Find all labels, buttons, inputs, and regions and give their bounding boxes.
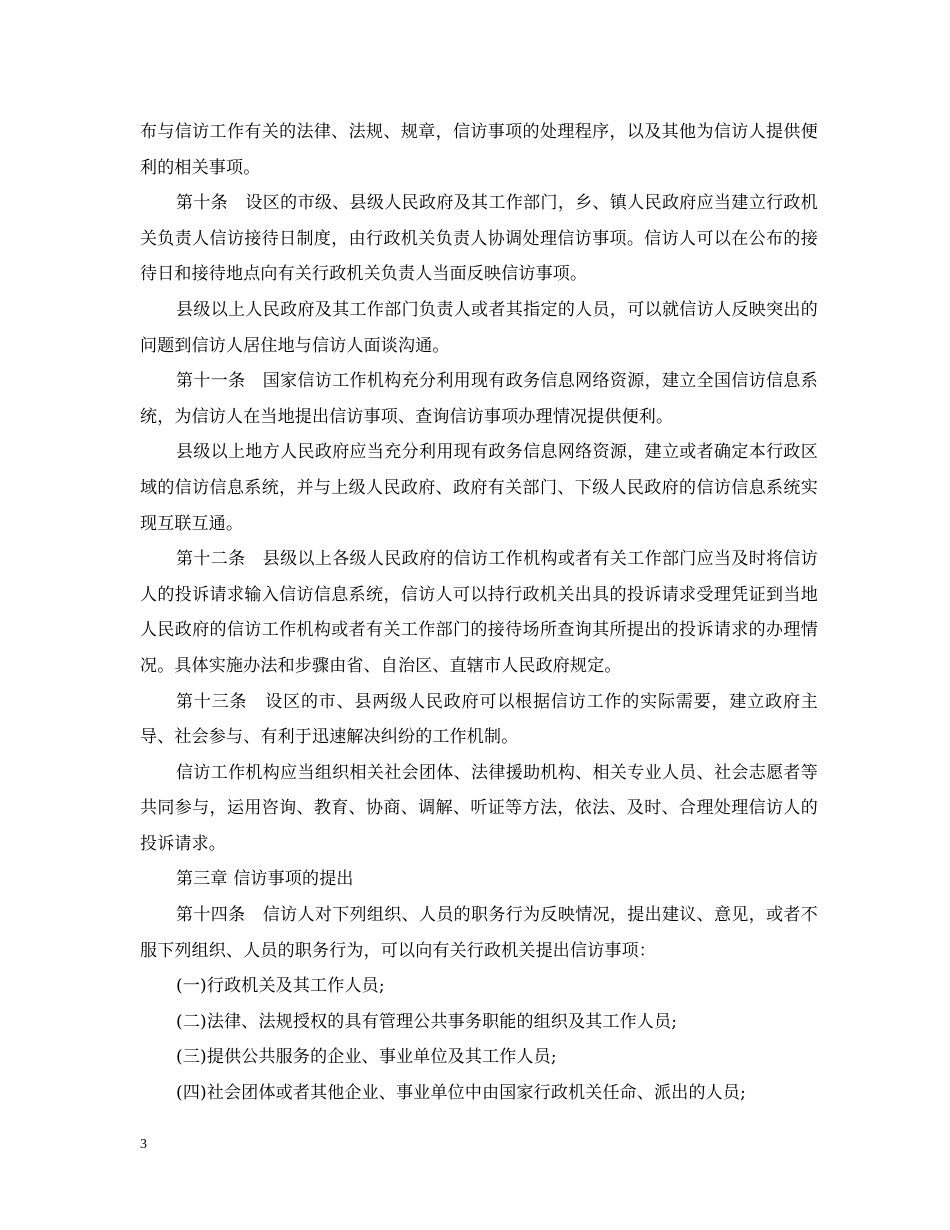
paragraph: 县级以上地方人民政府应当充分利用现有政务信息网络资源，建立或者确定本行政区域的信访信息系统，并与上级人民政府、政府有关部门、下级人民政府的信访信息系统实现互联互通。 <box>140 442 818 534</box>
chapter-heading: 第三章 信访事项的提出 <box>176 869 354 890</box>
list-item: (二)法律、法规授权的具有管理公共事务职能的组织及其工作人员; <box>176 1011 678 1032</box>
paragraph: 信访工作机构应当组织相关社会团体、法律援助机构、相关专业人员、社会志愿者等共同参与，运用咨询、教育、协商、调解、听证等方法，依法、及时、合理处理信访人的投诉请求。 <box>140 762 818 854</box>
list-item: (三)提供公共服务的企业、事业单位及其工作人员; <box>176 1047 557 1068</box>
paragraph: 县级以上人民政府及其工作部门负责人或者其指定的人员，可以就信访人反映突出的问题到信访人居住地与信访人面谈沟通。 <box>140 299 818 356</box>
paragraph: 第十四条 信访人对下列组织、人员的职务行为反映情况，提出建议、意见，或者不服下列组织、人员的职务行为，可以向有关行政机关提出信访事项： <box>140 905 818 961</box>
paragraph: 第十条 设区的市级、县级人民政府及其工作部门，乡、镇人民政府应当建立行政机关负责人信访接待日制度，由行政机关负责人协调处理信访事项。信访人可以在公布的接待日和接待地点向有关行政机关负责人当面反映信访事项。 <box>140 193 818 285</box>
page-number: 3 <box>140 1137 147 1152</box>
paragraph: 第十二条 县级以上各级人民政府的信访工作机构或者有关工作部门应当及时将信访人的投诉请求输入信访信息系统，信访人可以持行政机关出具的投诉请求受理凭证到当地人民政府的信访工作机构或者有关工作部门的接待场所查询其所提出的投诉请求的办理情况。具体实施办法和步骤由省、自治区、直辖市人民政府规定。 <box>140 549 818 676</box>
list-item: (四)社会团体或者其他企业、事业单位中由国家行政机关任命、派出的人员; <box>176 1083 746 1104</box>
document-body <box>140 115 818 1112</box>
paragraph: 第十一条 国家信访工作机构充分利用现有政务信息网络资源，建立全国信访信息系统，为信访人在当地提出信访事项、查询信访事项办理情况提供便利。 <box>140 371 818 427</box>
list-item: (一)行政机关及其工作人员; <box>176 976 385 997</box>
paragraph: 布与信访工作有关的法律、法规、规章，信访事项的处理程序，以及其他为信访人提供便利的相关事项。 <box>140 122 818 178</box>
paragraph: 第十三条 设区的市、县两级人民政府可以根据信访工作的实际需要，建立政府主导、社会参与、有利于迅速解决纠纷的工作机制。 <box>140 691 818 748</box>
